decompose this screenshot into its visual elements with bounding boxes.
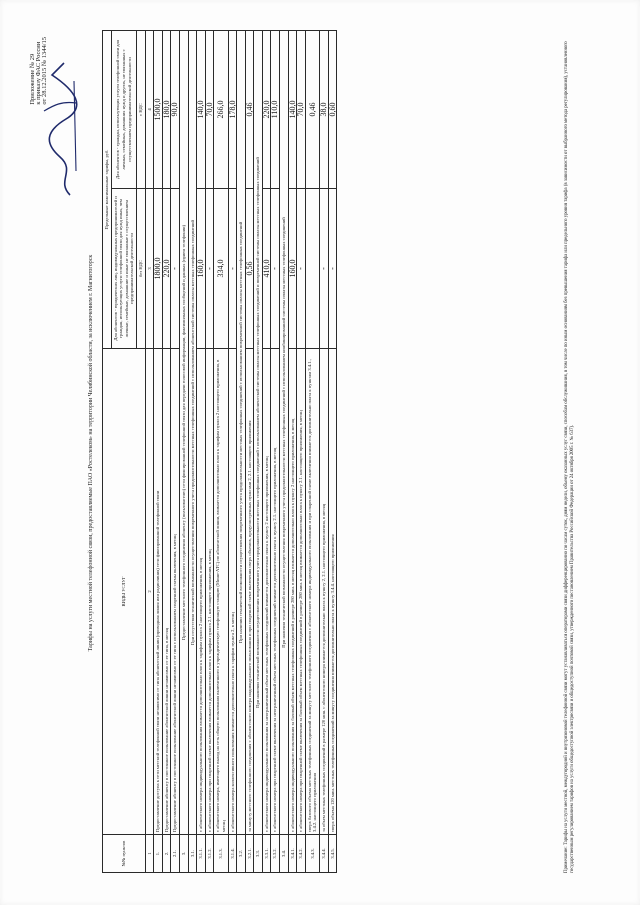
row-number: 3.3.1.: [262, 834, 271, 872]
table-row: [305, 30, 319, 872]
row-number: 3.1.4.: [228, 834, 237, 872]
tariff-legal-value: -: [320, 188, 329, 348]
tariff-legal-value: -: [171, 188, 180, 348]
row-number: 3.4.3.: [305, 834, 319, 872]
section-row: [254, 30, 263, 872]
service-description: Предоставление абоненту в постоянное пользование абонентской линии независимо от ее типа с использованием спаренной схемы включения, в месяц: [171, 348, 180, 834]
col-header-citizens: Для абонентов - граждан, использующих услуги телефонной связи для личных, семейных, домашних нужд и других, не связанных с осуществлением предпринимательской деятельности: [111, 30, 136, 188]
table-row: [205, 30, 214, 872]
table-row: [197, 30, 206, 872]
col-header-service: ВИДЫ УСЛУГ: [103, 348, 146, 834]
order-line: к приказу ФАС России: [35, 41, 42, 105]
table-row: [214, 30, 228, 872]
tariff-legal-value: -: [297, 188, 306, 348]
footnote: [564, 31, 576, 873]
table-row: [328, 30, 337, 872]
tariff-legal-value: -: [205, 188, 214, 348]
section-row: [179, 30, 188, 872]
tariff-citizens-value: 0,60: [328, 30, 337, 188]
table-row: [297, 30, 306, 872]
order-reference: от 28.12.2015 № 1344/15: [41, 36, 48, 105]
row-number: 2.1.: [171, 834, 180, 872]
service-description: за минуту местного телефонного соединения с абонентского номера индивидуального пользования и при спаренной схеме включения сверх объемов, предусмотренных пунктами 2, 2.1. настоящего приложения: [245, 348, 254, 834]
row-number: 3.2.1.: [245, 834, 254, 872]
service-description: с абонентского номера при спаренной схеме включения взимается дополнительно плата к тарифам пункта 2.1. настоящего приложения, в месяц: [205, 348, 214, 834]
row-number: 3.: [179, 834, 188, 872]
service-description: с абонентского номера индивидуального пользования за неограниченный объем местных телефонных соединений взимается дополнительно плата к пункту 2 настоящего приложения, в месяц: [262, 348, 271, 834]
col-index-1: 1: [145, 834, 154, 872]
section-heading: При наличии технической возможности осуществления повременного учета продолжительности местных телефонных соединений с использованием абонентской системы оплаты местных телефонных соединений и повременной системы оплаты местных телефонных соединений: [254, 30, 263, 834]
service-description: с абонентского номера при спаренной схеме включения за неограниченный объем местных телефонных соединений взимается дополнительно плата к пункту 2.1. настоящего приложения, в месяц: [271, 348, 280, 834]
service-description: с абонентского номера коллективного пользования взимается дополнительно плата к тарифам пункта 2, в месяц: [228, 348, 237, 834]
tariff-table: [102, 30, 337, 873]
table-row: [288, 30, 297, 872]
section-row: [188, 30, 197, 872]
row-number: 3.1.3.: [214, 834, 228, 872]
appendix-number: Приложение № 29: [29, 53, 36, 105]
row-number: 3.1.: [188, 834, 197, 872]
row-number: 3.4.1.: [288, 834, 297, 872]
tariff-citizens-value: 38,0: [320, 30, 329, 188]
rotated-document: [22, 23, 618, 883]
tariff-legal-value: -: [228, 188, 237, 348]
row-number: 2.: [162, 834, 171, 872]
col-note-legal: без НДС: [136, 188, 145, 348]
tariff-legal-value: [305, 188, 319, 348]
tariff-citizens-value: 110,0: [271, 30, 280, 188]
section-heading: При наличии технической возможности осуществления повременного учета продолжительности местных телефонных соединений с использованием повременной системы оплаты местных телефонных соединений: [237, 30, 246, 834]
service-description: Предоставление доступа к сети местной телефонной связи независимо от типа абонентской линии (проводная линия или радиолиния) сети фиксированной телефонной связи: [154, 348, 163, 834]
section-row: [237, 30, 246, 872]
table-row: [320, 30, 329, 872]
section-row: [280, 30, 289, 872]
row-number: 3.1.1.: [197, 834, 206, 872]
tariff-citizens-value: 90,0: [171, 30, 180, 188]
col-header-tariff: Предельные максимальные тарифы, руб.: [103, 30, 112, 348]
tariff-legal-value: 410,0: [262, 188, 271, 348]
handwritten-signature: [36, 51, 84, 201]
tariff-legal-value: 0,56: [245, 188, 254, 348]
service-description: с абонентского номера, имеющего выход на сеть общего пользования включенного в учрежденческую телефонную станцию (Мини-АТС) по абонентской линии, взимается дополнительно плата к тарифам пункта 2 настоящего приложения, в месяц: [214, 348, 228, 834]
tariff-legal-value: 160,0: [197, 188, 206, 348]
table-row: [271, 30, 280, 872]
row-number: 3.2.: [237, 834, 246, 872]
footnote-text: Тарифы на услуги местной, междугородной и внутризоновой телефонной связи могут устанавливаться операторами связи дифференцированно по часам суток, дням недели, объему оказанных услуг связи, способам обслуживания, в том числе по иным основаниям без превышения тарифа или предельного уровня тарифа (в зависимости от выбранного метода регулирования), установленного государственным регулированием тарифов на услуги общедоступной электросвязи и общедоступной почтовой связи, утвержденного постановлением Правительства Российской Федерации от 24 октября 2005 г. № 637).: [564, 40, 575, 873]
tariff-citizens-value: 70,0: [205, 30, 214, 188]
document-title: Тарифы на услуги местной телефонной связи, предоставляемые ПАО «Ростелеком» на территории Челябинской области, за исключением г. Магнитогорск: [88, 254, 94, 651]
tariff-citizens-value: 140,0: [197, 30, 206, 188]
tariff-citizens-value: 0,46: [305, 30, 319, 188]
col-index-3: 3: [145, 188, 154, 348]
col-note-citizens: с НДС: [136, 30, 145, 188]
row-number: 3.4.4.: [320, 834, 329, 872]
footnote-label: Примечание:: [564, 845, 569, 873]
col-index-2: 2: [145, 348, 154, 834]
section-heading: При наличии технической возможности осуществления повременного учета продолжительности местных телефонных соединений с использованием комбинированной системы оплаты местных телефонных соединений: [280, 30, 289, 834]
section-heading: При отсутствии технической возможности осуществления повременного учета продолжительности местных телефонных соединений с использованием абонентской системы оплаты местных телефонных соединений: [188, 30, 197, 834]
table-row: [262, 30, 271, 872]
col-index-4: 4: [145, 30, 154, 188]
tariff-citizens-value: 180,0: [162, 30, 171, 188]
row-number: 1.: [154, 834, 163, 872]
table-row: [171, 30, 180, 872]
service-description: с абонентского номера при спаренной схеме включения за базовый объем местных телефонных соединений в размере 280 мин. в месяц взимается дополнительно плата к пункту 2.1. настоящего приложения, в месяц: [297, 348, 306, 834]
tariff-citizens-value: 70,0: [297, 30, 306, 188]
row-number: 3.4.2.: [297, 834, 306, 872]
table-row: [228, 30, 237, 872]
tariff-legal-value: 1800,0: [154, 188, 163, 348]
service-description: сверх базового объема местных телефонных соединений за минуту местного телефонного соединения с абонентского номера индивидуального пользования и при спаренной схеме включения взимается дополнительно плата к пунктам 3.4.1., 3.4.2. настоящего приложения: [305, 348, 319, 834]
tariff-legal-value: 160,0: [288, 188, 297, 348]
col-header-number: №№ пунктов: [103, 834, 146, 872]
table-row: [154, 30, 163, 872]
tariff-legal-value: 220,0: [162, 188, 171, 348]
row-number: 3.3.: [254, 834, 263, 872]
col-header-legal: Для абонентов - юридических лиц, индивидуальных предпринимателей и граждан, использующих услуги телефонной связи для нужд иных, чем личные, семейные, домашние и иные не связанные с осуществлением предпринимательской деятельности: [111, 188, 136, 348]
tariff-legal-value: -: [328, 188, 337, 348]
tariff-legal-value: 334,0: [214, 188, 228, 348]
tariff-legal-value: -: [271, 188, 280, 348]
tariff-citizens-value: 266,0: [214, 30, 228, 188]
service-description: Предоставление абоненту в постоянное пользование абонентской линии независимо от ее типа, в месяц: [162, 348, 171, 834]
tariff-rows: [154, 30, 337, 872]
tariff-citizens-value: 0,46: [245, 30, 254, 188]
service-description: с абонентского номера индивидуального пользования взимается дополнительно плата к тарифам пункта 2 настоящего приложения, в месяц: [197, 348, 206, 834]
table-row: [245, 30, 254, 872]
service-description: за объем местных телефонных соединений в размере 120 мин. с абонентского номера взимается дополнительно плата к пункту 2, 2.1. настоящего приложения, в месяц: [320, 348, 329, 834]
section-heading: Предоставление местного телефонного соединения абоненту (пользователю) сети фиксированной телефонной связи для передачи голосовой информации, факсимильных сообщений и данных (прием телефонии): [179, 30, 188, 834]
tariff-citizens-value: 1500,0: [154, 30, 163, 188]
row-number: 3.4.5.: [328, 834, 337, 872]
row-number: 3.4.: [280, 834, 289, 872]
tariff-citizens-value: 140,0: [288, 30, 297, 188]
service-description: сверх объема 120 мин. местных телефонных соединений за минуту соединения взимается дополнительно плата к пункту 3.4.4. настоящего приложения: [328, 348, 337, 834]
row-number: 3.3.2.: [271, 834, 280, 872]
service-description: с абонентского номера индивидуального пользования за базовый объем местных телефонных соединений в размере 280 мин. в месяц взимается дополнительно плата к пункту 2 настоящего приложения, в месяц: [288, 348, 297, 834]
row-number: 3.1.2.: [205, 834, 214, 872]
tariff-citizens-value: 220,0: [262, 30, 271, 188]
table-row: [162, 30, 171, 872]
tariff-citizens-value: 178,0: [228, 30, 237, 188]
